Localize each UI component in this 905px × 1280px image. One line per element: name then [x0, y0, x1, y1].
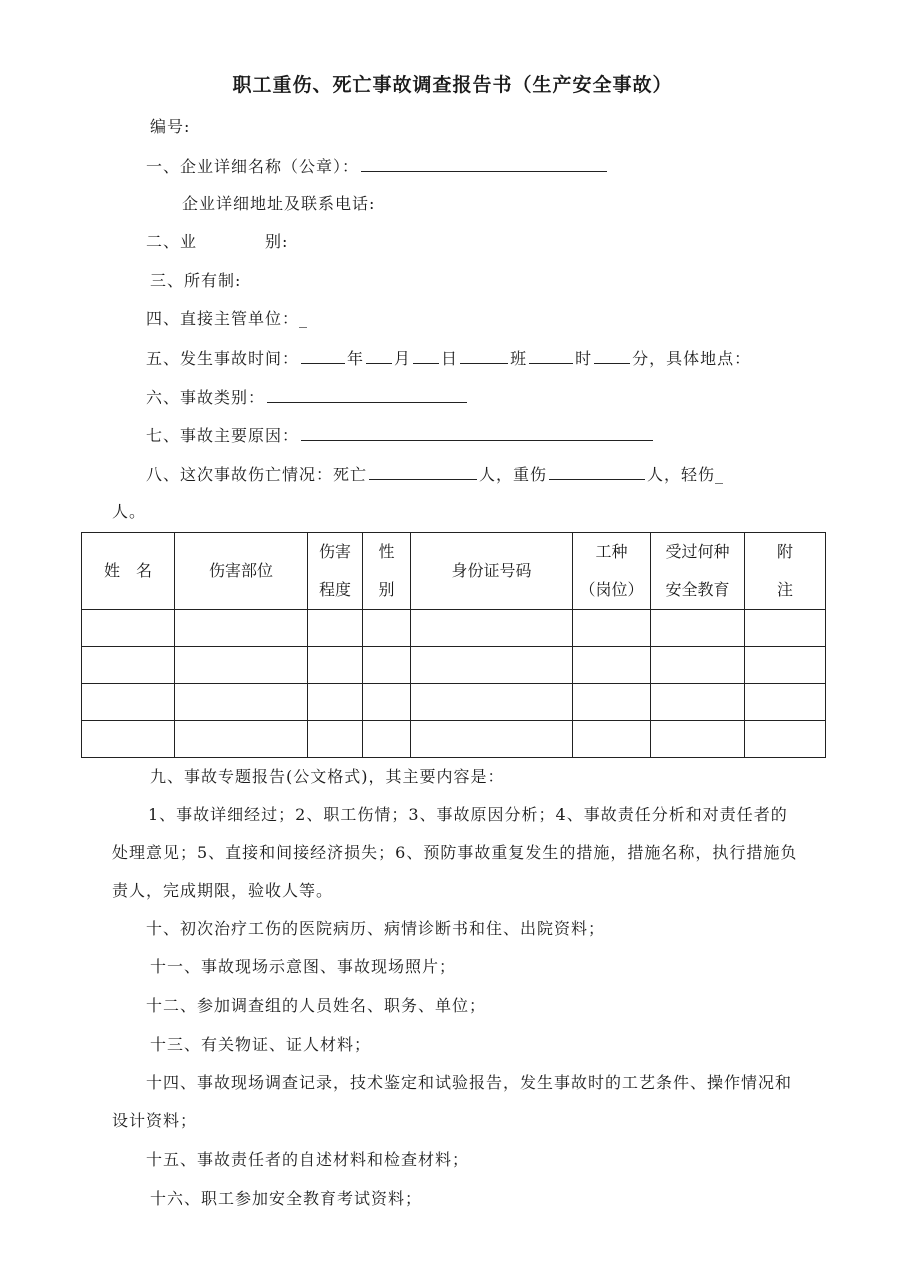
industry-field	[146, 232, 288, 252]
table-cell[interactable]	[82, 684, 175, 721]
table-cell[interactable]	[82, 647, 175, 684]
table-cell[interactable]	[745, 721, 826, 758]
hour-blank[interactable]	[529, 347, 573, 364]
table-cell[interactable]	[308, 684, 363, 721]
table-cell[interactable]	[308, 721, 363, 758]
casualty-field-end: 人。	[112, 502, 147, 521]
table-cell[interactable]	[745, 610, 826, 647]
table-row	[82, 721, 826, 758]
serious-injury-blank[interactable]	[549, 463, 645, 480]
year-blank[interactable]	[301, 347, 345, 364]
accident-time-field	[146, 347, 751, 369]
industry-label-part2: 别:	[265, 232, 289, 251]
header-safety-education: 受过何种 安全教育	[651, 533, 745, 610]
table-cell[interactable]	[82, 610, 175, 647]
header-gender: 性 别	[363, 533, 411, 610]
table-cell[interactable]	[411, 721, 573, 758]
table-cell[interactable]	[573, 647, 651, 684]
company-name-blank[interactable]	[361, 155, 607, 172]
table-cell[interactable]	[363, 647, 411, 684]
table-cell[interactable]	[363, 721, 411, 758]
accident-category-blank[interactable]	[267, 386, 467, 403]
table-cell[interactable]	[573, 610, 651, 647]
table-cell[interactable]	[651, 647, 745, 684]
table-cell[interactable]	[363, 684, 411, 721]
table-cell[interactable]	[745, 684, 826, 721]
shift-label: 班	[510, 349, 528, 368]
supervisor-unit-label: 四、直接主管单位：_	[146, 309, 309, 328]
casualty-table	[81, 532, 826, 758]
ownership-label: 三、所有制:	[150, 271, 242, 290]
header-job-type: 工种 （岗位）	[573, 533, 651, 610]
month-blank[interactable]	[366, 347, 392, 364]
table-cell[interactable]	[363, 610, 411, 647]
casualty-field	[146, 463, 724, 485]
table-row	[82, 610, 826, 647]
day-blank[interactable]	[413, 347, 439, 364]
table-cell[interactable]	[82, 721, 175, 758]
table-cell[interactable]	[308, 610, 363, 647]
header-id-number: 身份证号码	[411, 533, 573, 610]
shift-blank[interactable]	[460, 347, 508, 364]
main-cause-field	[146, 424, 655, 446]
table-cell[interactable]	[411, 647, 573, 684]
table-cell[interactable]	[175, 684, 308, 721]
month-label: 月	[394, 349, 412, 368]
table-cell[interactable]	[573, 684, 651, 721]
company-address-label: 企业详细地址及联系电话:	[182, 194, 376, 213]
death-count-blank[interactable]	[369, 463, 477, 480]
accident-time-label: 五、发生事故时间：	[146, 349, 300, 368]
header-remarks: 附 注	[745, 533, 826, 610]
industry-label-part1: 二、业	[146, 232, 198, 251]
serious-injury-label: 人，重伤	[479, 465, 548, 484]
casualty-label: 八、这次事故伤亡情况：死亡	[146, 465, 368, 484]
item-16: 十六、职工参加安全教育考试资料；	[150, 1189, 423, 1208]
year-label: 年	[347, 349, 365, 368]
minor-injury-label: 人，轻伤_	[647, 465, 725, 484]
table-cell[interactable]	[308, 647, 363, 684]
item-15: 十五、事故责任者的自述材料和检查材料；	[146, 1150, 470, 1169]
table-cell[interactable]	[573, 721, 651, 758]
table-header-row	[82, 533, 826, 610]
day-label: 日	[441, 349, 459, 368]
table-cell[interactable]	[651, 684, 745, 721]
item-9-heading: 九、事故专题报告(公文格式)，其主要内容是：	[150, 767, 505, 786]
company-name-field	[146, 155, 609, 177]
table-cell[interactable]	[651, 610, 745, 647]
header-injured-part: 伤害部位	[175, 533, 308, 610]
accident-category-label: 六、事故类别：	[146, 388, 266, 407]
item-9-detail: 1、事故详细经过；2、职工伤情；3、事故原因分析；4、事故责任分析和对责任者的处理意见；5、直接和间接经济损失；6、预防事故重复发生的措施，措施名称，执行措施负责人，完成期限，验收人等。	[112, 805, 798, 900]
table-cell[interactable]	[411, 610, 573, 647]
minute-location-label: 分，具体地点：	[632, 349, 752, 368]
table-row	[82, 684, 826, 721]
item-12: 十二、参加调查组的人员姓名、职务、单位；	[146, 996, 487, 1015]
serial-number-label: 编号:	[150, 117, 191, 136]
minute-blank[interactable]	[594, 347, 630, 364]
document-title: 职工重伤、死亡事故调查报告书（生产安全事故）	[232, 74, 673, 96]
item-14: 十四、事故现场调查记录，技术鉴定和试验报告，发生事故时的工艺条件、操作情况和设计资料；	[112, 1073, 793, 1130]
table-row	[82, 647, 826, 684]
table-cell[interactable]	[411, 684, 573, 721]
item-10: 十、初次治疗工伤的医院病历、病情诊断书和住、出院资料；	[146, 919, 606, 938]
table-cell[interactable]	[175, 610, 308, 647]
table-cell[interactable]	[175, 721, 308, 758]
table-cell[interactable]	[651, 721, 745, 758]
main-cause-label: 七、事故主要原因：	[146, 426, 300, 445]
table-cell[interactable]	[745, 647, 826, 684]
item-11: 十一、事故现场示意图、事故现场照片；	[150, 957, 457, 976]
accident-category-field	[146, 386, 469, 408]
hour-label: 时	[575, 349, 593, 368]
header-name: 姓 名	[82, 533, 175, 610]
item-13: 十三、有关物证、证人材料；	[150, 1035, 372, 1054]
main-cause-blank[interactable]	[301, 424, 653, 441]
header-injury-degree: 伤害 程度	[308, 533, 363, 610]
table-cell[interactable]	[175, 647, 308, 684]
company-name-label: 一、企业详细名称（公章）：	[146, 157, 360, 176]
